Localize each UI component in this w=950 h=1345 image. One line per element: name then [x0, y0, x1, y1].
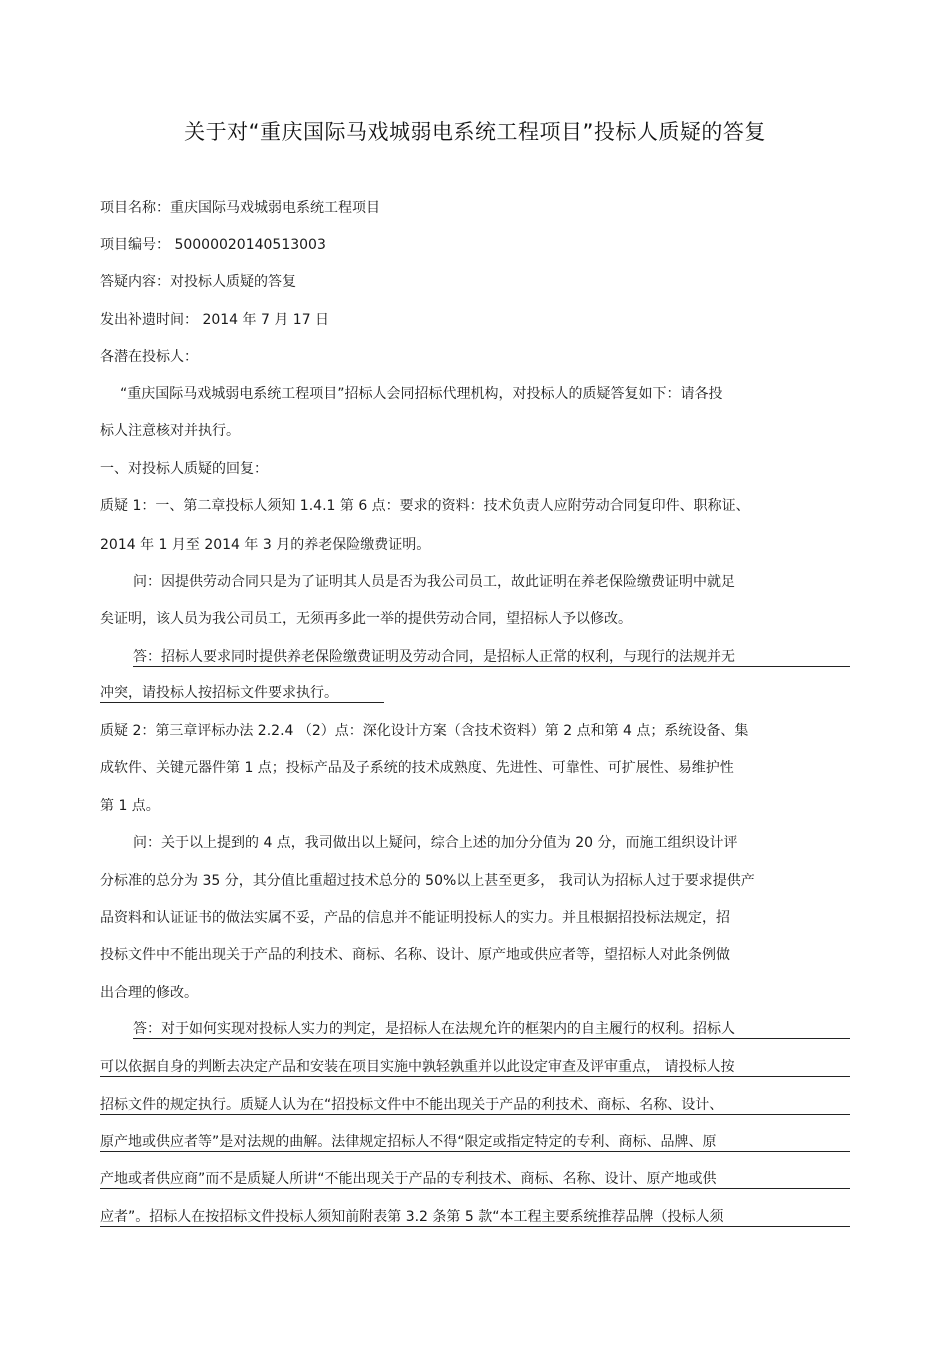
- project-name: 项目名称：重庆国际马戏城弱电系统工程项目: [100, 200, 380, 216]
- answer-1-line: 答：招标人要求同时提供养老保险缴费证明及劳动合同，是招标人正常的权利，与现行的法规并无: [133, 648, 850, 667]
- section-heading: 一、对投标人质疑的回复：: [100, 461, 268, 477]
- document-title: 关于对“重庆国际马戏城弱电系统工程项目”投标人质疑的答复: [184, 120, 766, 144]
- ask-1-line: 矣证明，该人员为我公司员工，无须再多此一举的提供劳动合同，望招标人予以修改。: [100, 611, 632, 627]
- query-content: 答疑内容：对投标人质疑的答复: [100, 274, 296, 290]
- answer-1-line: 冲突，请投标人按招标文件要求执行。: [100, 684, 384, 703]
- answer-2-line: 招标文件的规定执行。质疑人认为在“招投标文件中不能出现关于产品的利技术、商标、名称、设计、: [100, 1096, 850, 1115]
- question-2-line: 质疑 2：第三章评标办法 2.2.4 （2）点：深化设计方案（含技术资料）第 2 点和第 4 点；系统设备、集: [100, 723, 749, 739]
- ask-2-line: 问：关于以上提到的 4 点，我司做出以上疑问，综合上述的加分分值为 20 分，而施工组织设计评: [133, 835, 738, 851]
- intro-line: “重庆国际马戏城弱电系统工程项目”招标人会同招标代理机构，对投标人的质疑答复如下：请各投: [120, 386, 723, 402]
- ask-1-line: 问：因提供劳动合同只是为了证明其人员是否为我公司员工，故此证明在养老保险缴费证明中就足: [133, 574, 735, 590]
- question-2-line: 第 1 点。: [100, 798, 160, 814]
- intro-line: 标人注意核对并执行。: [100, 423, 240, 439]
- ask-2-line: 品资料和认证证书的做法实属不妥，产品的信息并不能证明投标人的实力。并且根据招投标法规定，招: [100, 910, 730, 926]
- project-number: 项目编号： 50000020140513003: [100, 237, 326, 253]
- question-1-line: 2014 年 1 月至 2014 年 3 月的养老保险缴费证明。: [100, 537, 431, 553]
- salutation: 各潜在投标人：: [100, 349, 198, 365]
- ask-2-line: 投标文件中不能出现关于产品的利技术、商标、名称、设计、原产地或供应者等，望招标人对此条例做: [100, 947, 730, 963]
- ask-2-line: 出合理的修改。: [100, 985, 198, 1001]
- question-2-line: 成软件、关键元器件第 1 点；投标产品及子系统的技术成熟度、先进性、可靠性、可扩展性、易维护性: [100, 760, 734, 776]
- answer-2-line: 原产地或供应者等”是对法规的曲解。法律规定招标人不得“限定或指定特定的专利、商标、品牌、原: [100, 1133, 850, 1152]
- ask-2-line: 分标准的总分为 35 分，其分值比重超过技术总分的 50%以上甚至更多， 我司认为招标人过于要求提供产: [100, 873, 755, 889]
- question-1-line: 质疑 1：一、第二章投标人须知 1.4.1 第 6 点：要求的资料：技术负责人应附劳动合同复印件、职称证、: [100, 498, 750, 514]
- answer-2-line: 产地或者供应商”而不是质疑人所讲“不能出现关于产品的专利技术、商标、名称、设计、原产地或供: [100, 1170, 850, 1189]
- answer-2-line: 应者”。招标人在按招标文件投标人须知前附表第 3.2 条第 5 款“本工程主要系统推荐品牌（投标人须: [100, 1208, 850, 1227]
- issue-time: 发出补遗时间： 2014 年 7 月 17 日: [100, 312, 330, 328]
- answer-2-line: 可以依据自身的判断去决定产品和安装在项目实施中孰轻孰重并以此设定审查及评审重点， 请投标人按: [100, 1058, 850, 1077]
- answer-2-line: 答：对于如何实现对投标人实力的判定，是招标人在法规允许的框架内的自主履行的权利。招标人: [133, 1020, 850, 1039]
